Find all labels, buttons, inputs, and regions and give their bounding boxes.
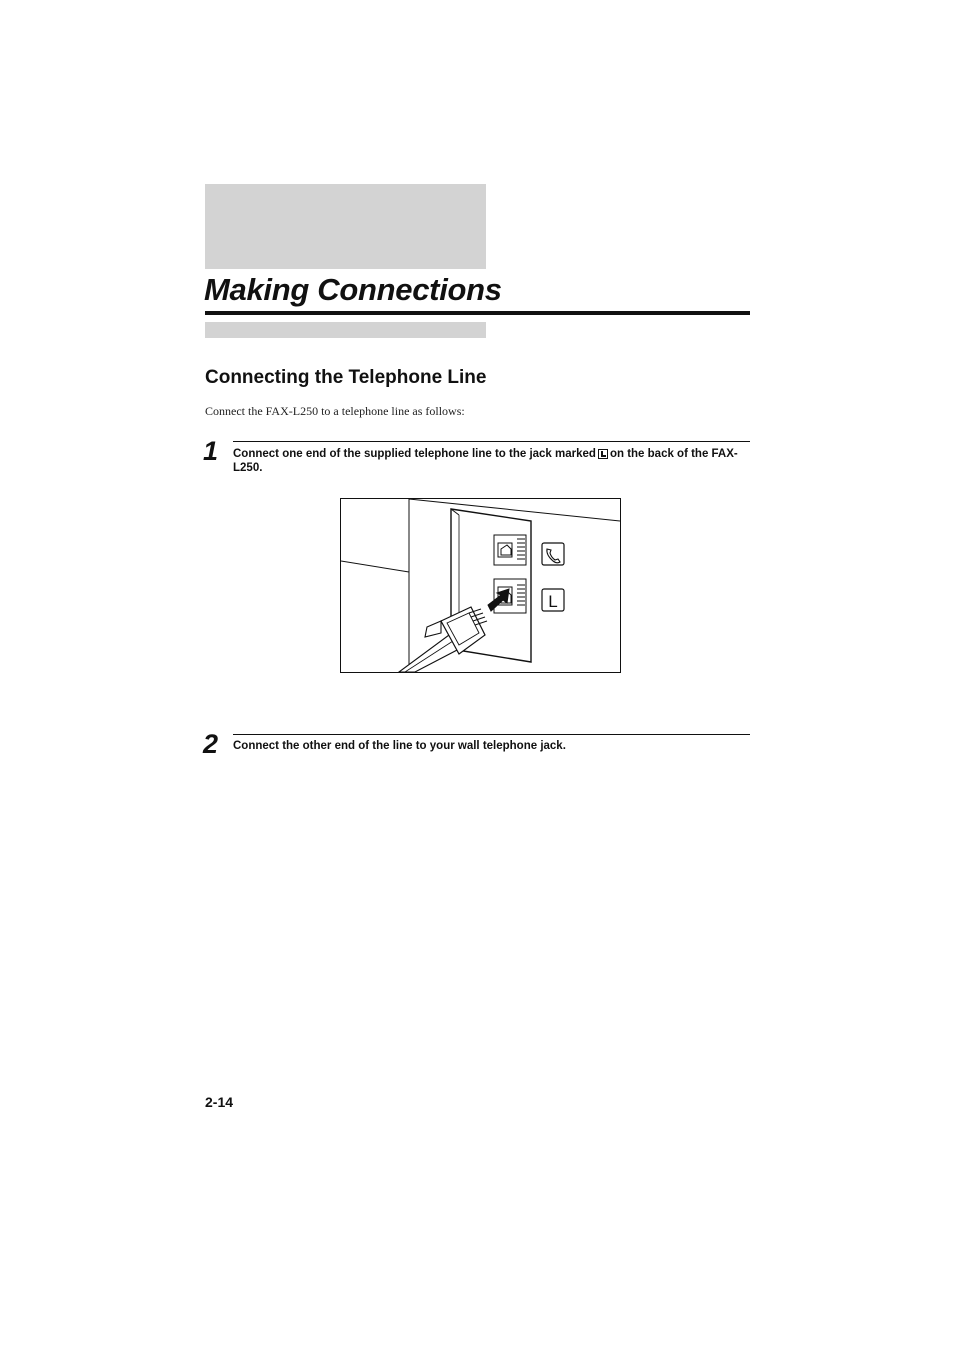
line-label: L bbox=[548, 592, 558, 611]
step-1-text bbox=[233, 447, 750, 475]
step-2-text: Connect the other end of the line to your wall telephone jack. bbox=[233, 740, 566, 752]
step-2-rule bbox=[233, 734, 750, 735]
handset-icon bbox=[542, 543, 564, 565]
chapter-header-block bbox=[205, 184, 486, 269]
step-2-number: 2 bbox=[203, 729, 219, 759]
step-1-text-before: Connect one end of the supplied telephone line to the jack marked bbox=[233, 448, 596, 460]
section-heading: Connecting the Telephone Line bbox=[205, 367, 487, 388]
upper-jack bbox=[494, 535, 526, 565]
step-1-number: 1 bbox=[203, 436, 219, 466]
line-jack-icon bbox=[598, 449, 608, 459]
step-1-text-after: on the back of the FAX-L250. bbox=[233, 448, 738, 474]
telephone-cable bbox=[399, 607, 487, 672]
title-rule bbox=[205, 311, 750, 315]
line-symbol-box bbox=[542, 589, 564, 611]
chapter-title: Making Connections bbox=[204, 272, 502, 307]
fax-back-drawing bbox=[341, 499, 620, 672]
page-number: 2-14 bbox=[205, 1094, 234, 1110]
chapter-sub-block bbox=[205, 322, 486, 338]
connection-illustration bbox=[340, 498, 621, 673]
step-1-rule bbox=[233, 441, 750, 442]
lower-jack bbox=[494, 579, 526, 613]
intro-text: Connect the FAX-L250 to a telephone line as follows: bbox=[205, 404, 465, 418]
